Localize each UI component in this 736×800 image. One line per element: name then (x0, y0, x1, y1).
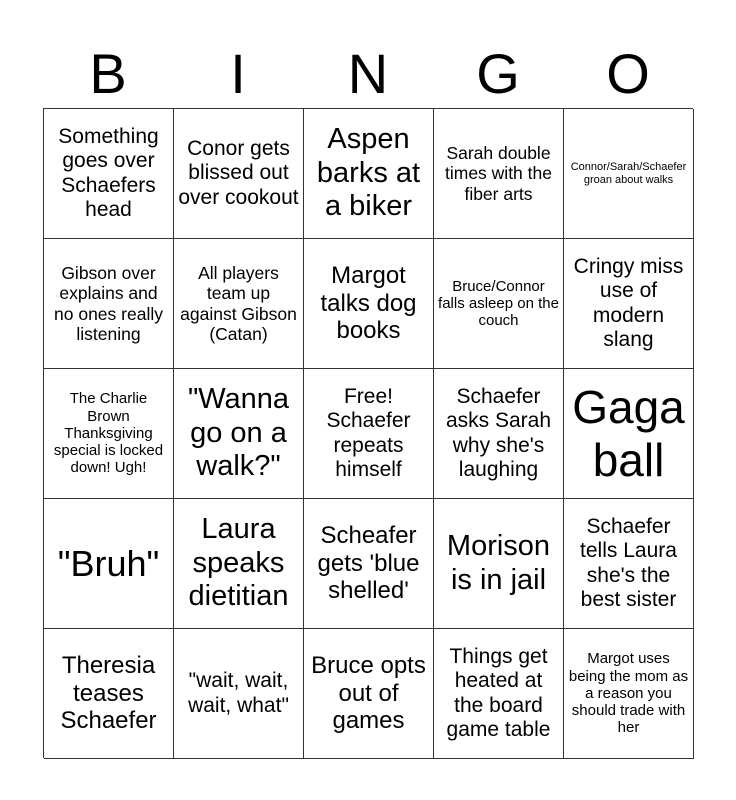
bingo-cell-r5c1[interactable]: Theresia teases Schaefer (44, 629, 174, 759)
bingo-cell-r1c1[interactable]: Something goes over Schaefers head (44, 109, 174, 239)
bingo-cell-r3c3[interactable]: Free! Schaefer repeats himself (304, 369, 434, 499)
header-letter-n: N (347, 42, 389, 105)
bingo-cell-r1c3[interactable]: Aspen barks at a biker (304, 109, 434, 239)
bingo-cell-r2c4[interactable]: Bruce/Connor falls asleep on the couch (434, 239, 564, 369)
bingo-cell-r3c2[interactable]: "Wanna go on a walk?" (174, 369, 304, 499)
bingo-cell-r2c3[interactable]: Margot talks dog books (304, 239, 434, 369)
bingo-cell-r2c5[interactable]: Cringy miss use of modern slang (564, 239, 694, 369)
bingo-cell-r5c5[interactable]: Margot uses being the mom as a reason you should trade with her (564, 629, 694, 759)
bingo-cell-r1c2[interactable]: Conor gets blissed out over cookout (174, 109, 304, 239)
bingo-cell-r5c3[interactable]: Bruce opts out of games (304, 629, 434, 759)
bingo-board (43, 108, 693, 758)
header-letter-b: B (89, 42, 127, 105)
bingo-cell-r3c5[interactable]: Gaga ball (564, 369, 694, 499)
bingo-cell-r4c2[interactable]: Laura speaks dietitian (174, 499, 304, 629)
bingo-cell-r4c1[interactable]: "Bruh" (44, 499, 174, 629)
bingo-cell-r3c4[interactable]: Schaefer asks Sarah why she's laughing (434, 369, 564, 499)
bingo-cell-r3c1[interactable]: The Charlie Brown Thanksgiving special is locked down! Ugh! (44, 369, 174, 499)
header-letter-g: G (476, 42, 520, 105)
bingo-cell-r5c2[interactable]: "wait, wait, wait, what" (174, 629, 304, 759)
bingo-cell-r1c5[interactable]: Connor/Sarah/Schaefer groan about walks (564, 109, 694, 239)
bingo-cell-r1c4[interactable]: Sarah double times with the fiber arts (434, 109, 564, 239)
bingo-cell-r2c2[interactable]: All players team up against Gibson (Catan) (174, 239, 304, 369)
bingo-cell-r2c1[interactable]: Gibson over explains and no ones really listening (44, 239, 174, 369)
header-letter-o: O (606, 42, 650, 105)
bingo-cell-r4c5[interactable]: Schaefer tells Laura she's the best sister (564, 499, 694, 629)
bingo-header (43, 40, 693, 108)
header-letter-i: I (230, 42, 246, 105)
bingo-cell-r4c3[interactable]: Scheafer gets 'blue shelled' (304, 499, 434, 629)
bingo-cell-r5c4[interactable]: Things get heated at the board game table (434, 629, 564, 759)
bingo-cell-r4c4[interactable]: Morison is in jail (434, 499, 564, 629)
